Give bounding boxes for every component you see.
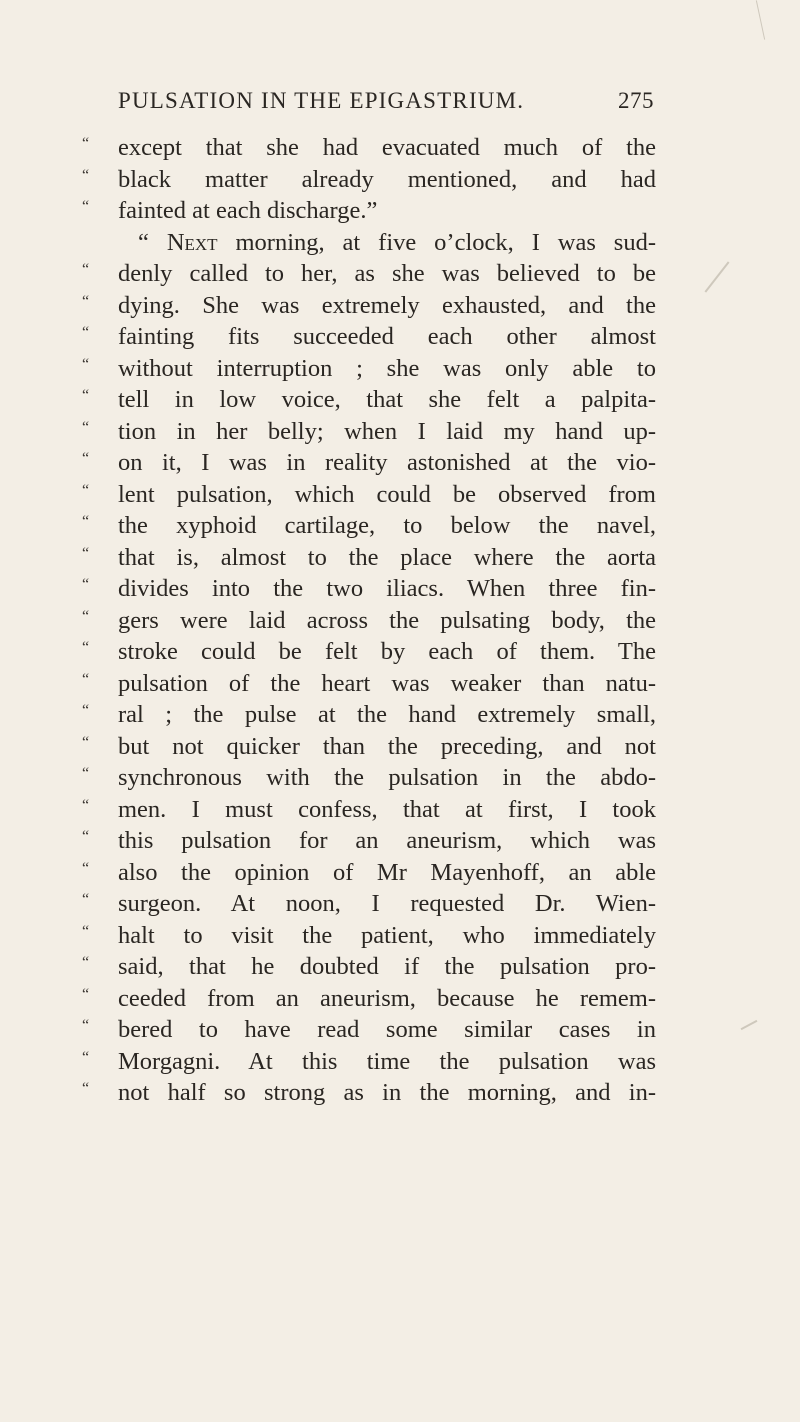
line-text: fainted at each discharge.” [118,197,378,224]
text-line [82,857,662,889]
quote-mark: “ [82,1080,90,1097]
line-text: ceeded from an aneurism, because he remem- [118,984,656,1012]
text-line [82,321,662,353]
text-line [82,195,662,227]
line-text: divides into the two iliacs. When three fin- [118,575,656,602]
text-line [82,479,662,511]
paper-blemish [705,261,730,292]
line-text: except that she had evacuated much of the [118,134,656,161]
line-text: without interruption ; she was only able to [118,354,656,382]
text-line [82,1077,662,1109]
text-line [82,983,662,1015]
quote-mark: “ [82,796,90,814]
quote-mark: “ [82,513,90,530]
text-line [82,353,662,385]
line-text: this pulsation for an aneurism, which was [118,827,656,854]
line-text: gers were laid across the pulsating body, the [118,606,656,634]
line-text: denly called to her, as she was believed to be [118,260,656,287]
line-text: on it, I was in reality astonished at the vio- [118,449,656,476]
text-line [82,258,662,290]
line-text: men. I must confess, that at first, I took [118,795,656,823]
text-line [82,605,662,637]
quote-mark: “ [82,702,90,719]
text-line [82,794,662,826]
quote-mark: “ [82,985,90,1003]
line-text: synchronous with the pulsation in the abdo- [118,764,656,791]
quote-mark: “ [82,166,90,184]
paper-blemish [741,1020,758,1030]
line-text: black matter already mentioned, and had [118,165,656,193]
line-remainder: morning, at five o’clock, I was sud- [217,228,657,256]
line-text: that is, almost to the place where the aorta [118,543,656,571]
text-line [82,731,662,763]
quote-mark: “ [82,733,90,751]
line-text: stroke could be felt by each of them. The [118,638,656,665]
text-line [82,762,662,794]
line-text: bered to have read some similar cases in [118,1016,656,1043]
quote-mark: “ [82,198,90,215]
quote-mark: “ [82,450,90,467]
quote-mark: “ [82,639,90,656]
line-text: but not quicker than the preceding, and not [118,732,656,760]
quote-mark: “ [82,481,90,499]
line-text: surgeon. At noon, I requested Dr. Wien- [118,890,656,917]
line-text: also the opinion of Mr Mayenhoff, an able [118,858,656,886]
line-text: not half so strong as in the morning, and in- [118,1079,656,1106]
text-line [82,825,662,857]
text-line [82,1014,662,1046]
quote-mark: “ [82,1017,90,1034]
text-line [82,164,662,196]
quote-mark: “ [82,292,90,310]
line-text: halt to visit the patient, who immediately [118,921,656,949]
text-line [82,699,662,731]
text-line [82,888,662,920]
page-number: 275 [618,88,654,113]
text-line [82,384,662,416]
quote-mark: “ [82,828,90,845]
line-text: said, that he doubted if the pulsation pro- [118,953,656,980]
line-text: lent pulsation, which could be observed from [118,480,656,508]
text-line [82,668,662,700]
quote-mark: “ [82,607,90,625]
line-text: pulsation of the heart was weaker than natu- [118,669,656,697]
line-text: dying. She was extremely exhausted, and the [118,291,656,319]
quote-mark: “ [82,576,90,593]
quote-mark: “ [82,387,90,404]
quote-mark: “ [82,670,90,688]
text-line [82,573,662,605]
text-line [82,416,662,448]
smallcaps-word: Next [166,228,218,256]
body-text [82,132,662,1109]
text-line [82,510,662,542]
paper-blemish [756,0,765,39]
quote-mark: “ [82,418,90,436]
quote-mark: “ [82,544,90,562]
quote-mark: “ [82,1048,90,1066]
quote-mark: “ [82,765,90,782]
line-text: the xyphoid cartilage, to below the navel, [118,512,656,539]
quote-mark: “ [82,324,90,341]
quote-mark: “ [82,355,90,373]
text-line [82,1046,662,1078]
running-title: PULSATION IN THE EPIGASTRIUM. [118,88,525,113]
line-text: Morgagni. At this time the pulsation was [118,1047,656,1075]
text-line [82,290,662,322]
text-line [82,920,662,952]
opening-quote: “ [138,228,149,256]
text-line [82,951,662,983]
text-line [82,542,662,574]
paragraph-start-line [82,227,662,259]
quote-mark: “ [82,891,90,908]
text-line [82,447,662,479]
quote-mark: “ [82,859,90,877]
line-text [138,227,656,259]
quote-mark: “ [82,261,90,278]
quote-mark: “ [82,922,90,940]
text-line [82,132,662,164]
line-text: fainting fits succeeded each other almost [118,323,656,350]
quote-mark: “ [82,954,90,971]
text-line [82,636,662,668]
line-text: tion in her belly; when I laid my hand up- [118,417,656,445]
running-header [118,88,654,122]
line-text: tell in low voice, that she felt a palpita- [118,386,656,413]
quote-mark: “ [82,135,90,152]
line-text: ral ; the pulse at the hand extremely small, [118,701,656,728]
